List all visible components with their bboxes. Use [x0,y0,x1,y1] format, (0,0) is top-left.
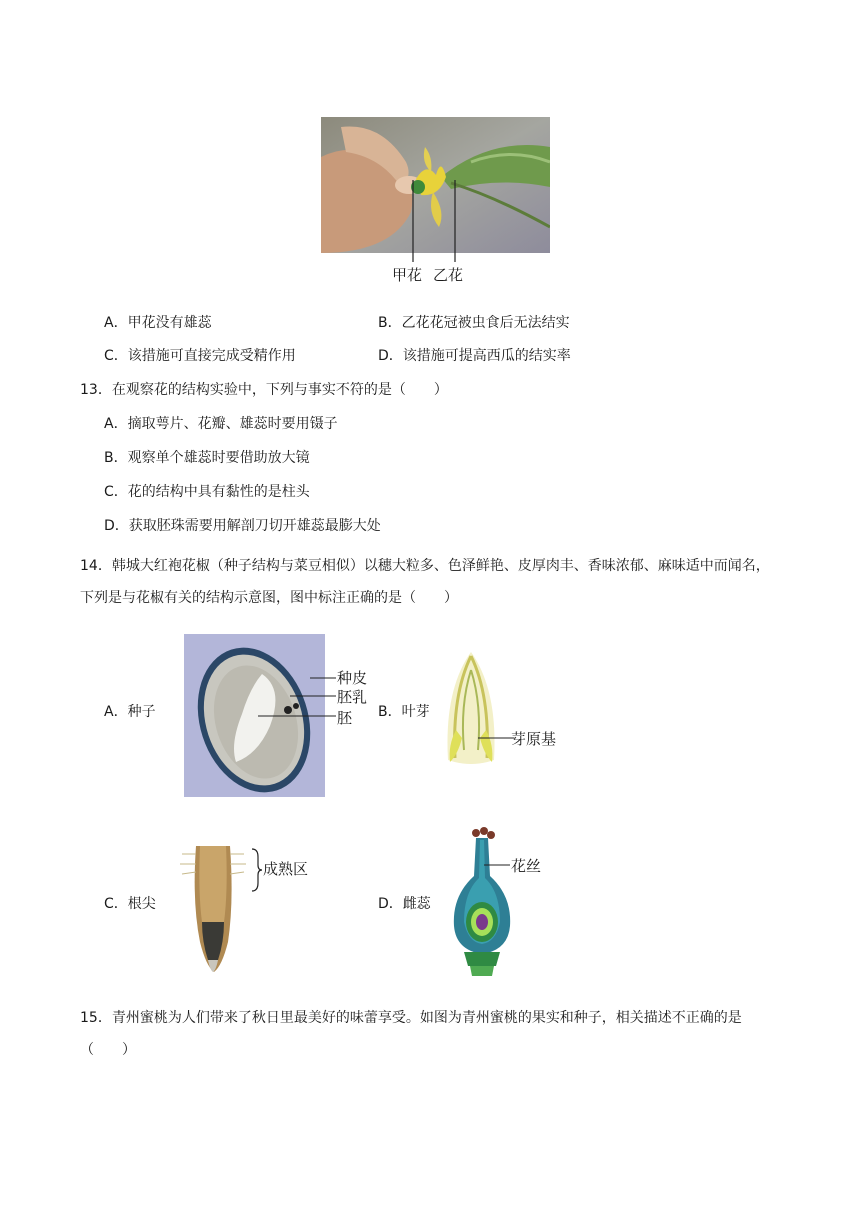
option-text: 观察单个雄蕊时要借助放大镜 [127,450,310,466]
option-letter: D． [378,896,403,912]
option-text: 摘取萼片、花瓣、雄蕊时要用镊子 [127,416,338,432]
option-text: 乙花花冠被虫食后无法结实 [401,315,570,331]
q14-option-d [378,894,431,914]
option-text: 花的结构中具有黏性的是柱头 [127,484,310,500]
label-jia-flower: 甲花 [392,266,423,284]
q15-stem: 15．青州蜜桃为人们带来了秋日里最美好的味蕾享受。如图为青州蜜桃的果实和种子，相关描述不正确的是（ ） [80,1010,742,1058]
q14-option-c [104,894,156,914]
pistil-drawing [446,826,518,978]
label-bud-primordium: 芽原基 [511,730,557,748]
q14-stem: 14．韩城大红袍花椒（种子结构与菜豆相似）以穗大粒多、色泽鲜艳、皮厚肉丰、香味浓郁、麻味适中而闻名，下列是与花椒有关的结构示意图，图中标注正确的是（ ） [80,558,770,606]
option-text: 叶芽 [401,704,430,720]
option-text: 种子 [127,704,156,720]
q13-option-d [104,516,381,536]
option-letter: C． [104,348,128,364]
option-text: 获取胚珠需要用解剖刀切开雄蕊最膨大处 [128,518,381,534]
option-letter: C． [104,896,128,912]
root-tip-drawing [178,842,248,974]
q12-option-c [104,346,296,366]
label-filament: 花丝 [511,857,542,875]
option-text: 甲花没有雄蕊 [127,315,212,331]
option-letter: C． [104,484,128,500]
q14-option-b [378,702,430,722]
option-letter: B． [378,704,402,720]
q14-option-a [104,702,156,722]
label-endosperm: 胚乳 [337,688,368,706]
option-letter: A． [104,416,128,432]
label-yi-flower: 乙花 [433,266,464,284]
root-tip-figure [178,842,248,974]
option-letter: B． [378,315,402,331]
leaf-bud-figure [440,650,502,770]
q13-option-b [104,448,310,468]
option-letter: A． [104,704,128,720]
option-letter: D． [378,348,403,364]
q13-option-a [104,414,338,434]
label-maturation-zone: 成熟区 [263,860,309,878]
option-letter: A． [104,315,128,331]
label-seed-coat: 种皮 [337,669,368,687]
option-text: 雌蕊 [402,896,431,912]
root-tip-brace [250,847,264,893]
option-letter: B． [104,450,128,466]
seed-leader-lines [250,670,340,730]
q12-option-d [378,346,571,366]
pistil-figure [446,826,518,978]
leaf-bud-drawing [440,650,502,770]
pistil-leader-line [484,858,514,872]
option-letter: D． [104,518,129,534]
option-text: 该措施可提高西瓜的结实率 [402,348,571,364]
q12-option-a [104,313,212,333]
option-text: 根尖 [127,896,156,912]
q13-option-c [104,482,310,502]
q13-stem: 13．在观察花的结构实验中，下列与事实不符的是（ ） [80,382,448,398]
label-embryo: 胚 [337,709,353,727]
pollination-leader-lines [321,180,550,270]
option-text: 该措施可直接完成受精作用 [127,348,296,364]
q12-option-b [378,313,570,333]
